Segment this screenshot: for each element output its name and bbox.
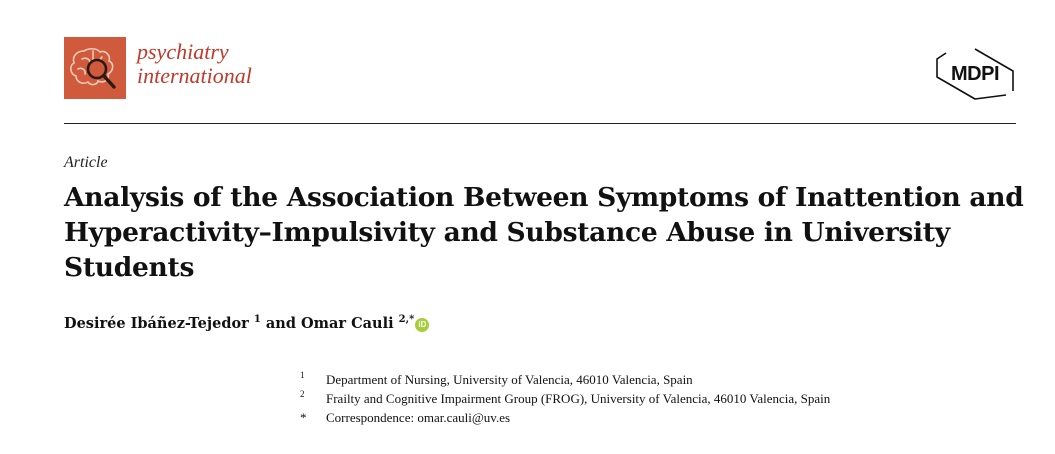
journal-name-line2: international <box>137 63 252 88</box>
affiliation-text: Department of Nursing, University of Valencia, 46010 Valencia, Spain <box>326 372 693 387</box>
paper-title: Analysis of the Association Between Symptoms of Inattention and Hyperactivity–Impulsivity and Substance Abuse in University Students <box>64 182 1024 283</box>
mdpi-logo-text: MDPI <box>951 63 999 85</box>
orcid-icon[interactable]: iD <box>415 318 429 332</box>
header-divider <box>64 123 1016 124</box>
journal-logo[interactable] <box>64 37 126 99</box>
journal-name[interactable] <box>137 40 252 88</box>
affiliation-marker: 2 <box>300 389 305 399</box>
correspondence-text[interactable]: Correspondence: omar.cauli@uv.es <box>326 410 511 425</box>
journal-header <box>0 0 1055 124</box>
article-type: Article <box>64 154 108 171</box>
correspondence-marker: * <box>300 410 307 425</box>
brain-magnifier-icon <box>64 37 126 99</box>
author-list <box>64 314 429 332</box>
author-affiliation-marker: 1 <box>253 314 261 325</box>
author-name[interactable]: Omar Cauli <box>301 315 394 332</box>
mdpi-logo[interactable] <box>934 47 1016 101</box>
author-affiliation-marker: 2,* <box>398 314 415 325</box>
author-joiner: and <box>260 315 302 332</box>
affiliation-text: Frailty and Cognitive Impairment Group (FROG), University of Valencia, 46010 Valencia, Spain <box>326 391 831 406</box>
journal-name-line1: psychiatry <box>137 39 229 64</box>
affiliation-marker: 1 <box>300 370 305 380</box>
author-name[interactable]: Desirée Ibáñez-Tejedor <box>64 315 249 332</box>
